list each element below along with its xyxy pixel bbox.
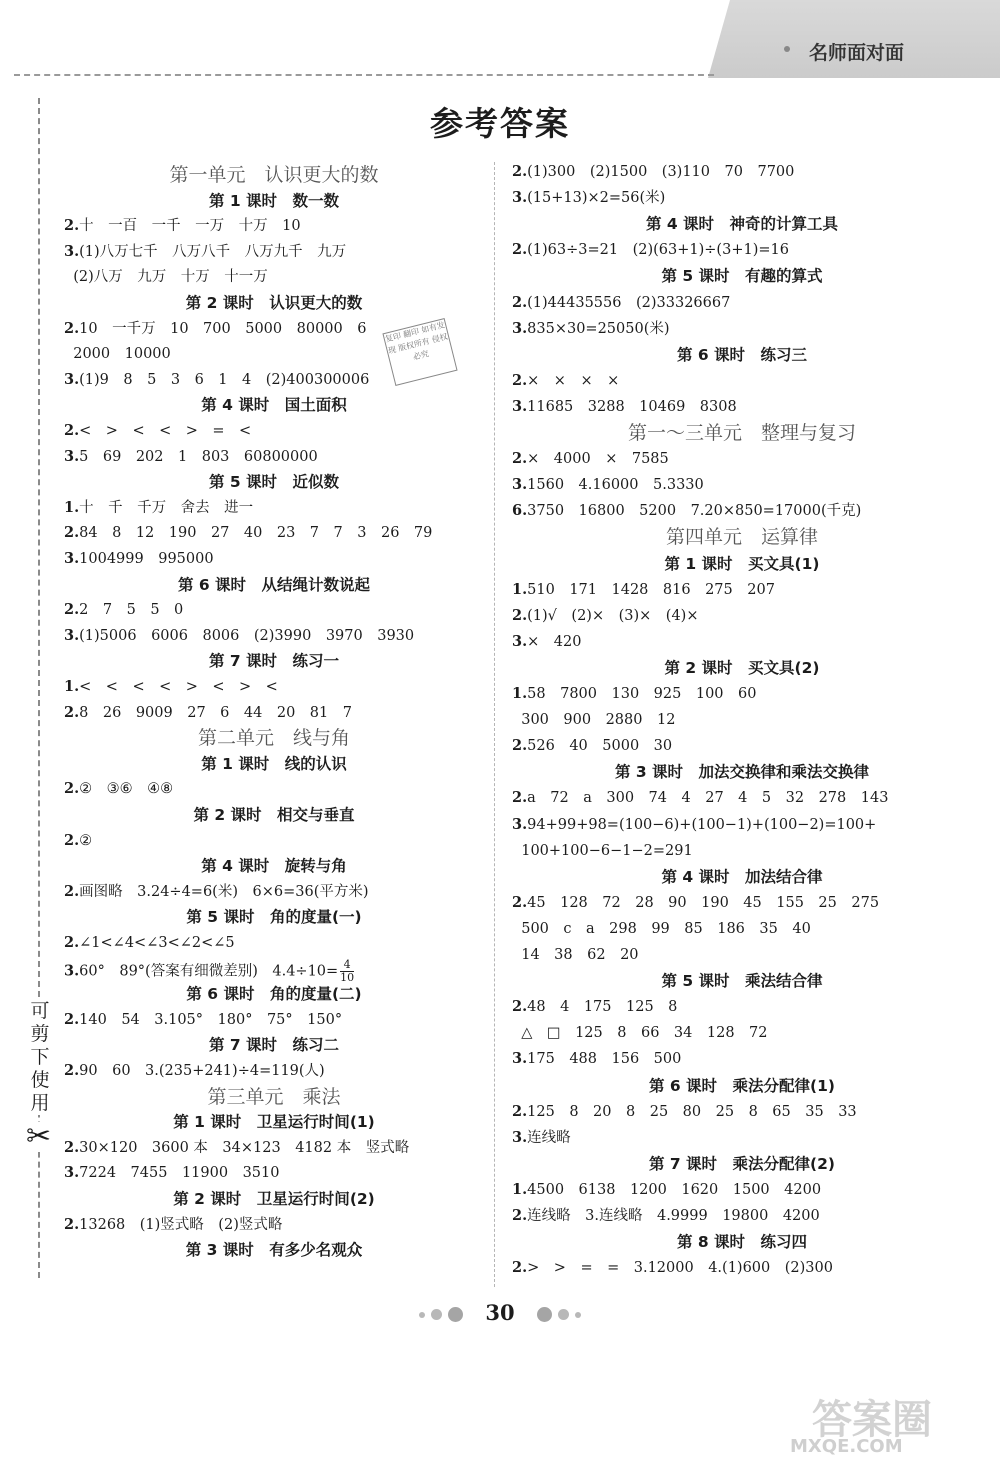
answer-line — [512, 293, 730, 313]
answer-line — [64, 370, 369, 390]
question-number: 2. — [512, 371, 528, 389]
question-number: 3. — [64, 370, 80, 388]
answer-text: 30×120 3600 本 34×123 4182 本 竖式略 — [79, 1139, 410, 1156]
lesson-heading: 第 5 课时 乘法结合律 — [661, 972, 823, 991]
answer-line — [512, 1128, 571, 1148]
lesson-heading: 第 1 课时 数一数 — [208, 191, 340, 210]
answer-text: 连线略 — [527, 1129, 571, 1146]
lesson-heading: 第 3 课时 加法交换律和乘法交换律 — [614, 763, 870, 782]
answer-line — [512, 997, 677, 1017]
answer-line — [64, 267, 268, 287]
answer-text: 5 69 202 1 803 60800000 — [79, 448, 318, 465]
lesson-heading: 第 1 课时 买文具(1) — [664, 554, 820, 573]
lesson-heading: 第 4 课时 神奇的计算工具 — [645, 215, 839, 234]
answer-text: 510 171 1428 816 275 207 — [527, 581, 775, 598]
answer-text: × 4000 × 7585 — [527, 451, 669, 468]
answer-line — [512, 1023, 768, 1043]
answer-text: (1)八万七千 八万八千 八万九千 九万 — [79, 243, 347, 260]
question-number: 1. — [512, 685, 528, 702]
question-number: 2. — [512, 1207, 528, 1224]
watermark-url: MXQE.COM — [790, 1436, 903, 1457]
question-number: 1. — [64, 678, 80, 695]
answer-line — [512, 815, 876, 835]
footer-dot-icon — [448, 1307, 463, 1322]
answer-text: 140 54 3.105° 180° 75° 150° — [79, 1011, 343, 1028]
answer-text: (2)八万 九万 十万 十一万 — [64, 269, 268, 286]
question-number: 3. — [512, 1050, 528, 1068]
answer-line — [512, 501, 861, 521]
answer-line — [64, 1061, 325, 1081]
answer-text: > > = = 3.12000 4.(1)600 (2)300 — [527, 1260, 833, 1277]
answer-text: 连线略 3.连线略 4.9999 19800 4200 — [527, 1208, 820, 1224]
answer-text: < < < < > < > < — [79, 679, 278, 695]
question-number: 2. — [64, 1138, 80, 1156]
header-brand: 名师面对面 — [808, 42, 904, 64]
question-number: 3. — [512, 397, 528, 415]
answer-text: (1)9 8 5 3 6 1 4 (2)400300006 — [79, 371, 370, 388]
answer-line — [512, 188, 665, 208]
answer-text: 2 7 5 5 0 — [79, 602, 184, 619]
answer-text: 45 128 72 28 90 190 45 155 25 275 — [527, 894, 880, 911]
lesson-heading: 第 4 课时 加法结合律 — [661, 867, 823, 886]
answer-line — [64, 421, 251, 441]
answer-line — [64, 1010, 342, 1030]
answer-line — [512, 684, 756, 704]
answer-line — [64, 1163, 279, 1183]
answer-line — [512, 475, 704, 495]
answer-text: ∠1<∠4<∠3<∠2<∠5 — [79, 935, 235, 951]
header-dashed-rule — [14, 74, 714, 76]
answer-text: (1)5006 6006 8006 (2)3990 3970 3930 — [79, 627, 415, 644]
answer-line — [512, 1102, 857, 1122]
answer-line — [512, 736, 672, 756]
lesson-heading: 第 2 课时 认识更大的数 — [185, 294, 363, 312]
lesson-heading: 第 8 课时 练习四 — [676, 1233, 808, 1252]
question-number: 3. — [64, 1164, 80, 1182]
page-title: 参考答案 — [430, 104, 570, 143]
answer-line — [64, 600, 183, 620]
answer-line — [64, 242, 346, 262]
answer-line — [512, 893, 879, 913]
stamp: 复印 翻印 如有发现 版权所有 侵权必究 — [382, 318, 457, 386]
answer-text: 4500 6138 1200 1620 1500 4200 — [527, 1181, 822, 1198]
lesson-heading: 第 6 课时 乘法分配律(1) — [648, 1076, 836, 1095]
footer-dot-icon — [431, 1309, 442, 1320]
answer-text: 1004999 995000 — [79, 551, 214, 567]
answer-line — [64, 447, 318, 467]
answer-text: a 72 a 300 74 4 27 4 5 32 278 143 — [527, 790, 889, 807]
lesson-heading: 第 1 课时 线的认识 — [201, 754, 347, 773]
lesson-heading: 第 7 课时 乘法分配律(2) — [648, 1154, 836, 1173]
answer-text: 8 26 9009 27 6 44 20 81 7 — [79, 704, 352, 721]
answer-line — [64, 779, 173, 799]
question-number: 2. — [64, 934, 80, 951]
question-number: 3. — [512, 815, 528, 833]
answer-text: (1)63÷3=21 (2)(63+1)÷(3+1)=16 — [527, 242, 789, 259]
question-number: 3. — [512, 632, 528, 650]
question-number: 3. — [512, 189, 528, 207]
lesson-heading: 第 5 课时 角的度量(一) — [186, 908, 362, 927]
answer-line — [64, 319, 366, 339]
footer-dot-icon — [537, 1307, 552, 1322]
answer-line — [64, 626, 414, 646]
question-number: 2. — [512, 450, 528, 468]
answer-text: (1)44435556 (2)33326667 — [527, 294, 731, 311]
answer-text: 100+100−6−1−2=291 — [512, 842, 693, 859]
question-number: 3. — [512, 476, 528, 494]
answer-text: 2000 10000 — [64, 346, 171, 363]
lesson-heading: 第 7 课时 练习一 — [208, 652, 340, 671]
answer-line — [512, 449, 669, 469]
answer-text: 13268 (1)竖式略 (2)竖式略 — [79, 1216, 283, 1233]
answer-text: 84 8 12 190 27 40 23 7 7 3 26 79 — [79, 525, 433, 542]
question-number: 3. — [512, 1128, 528, 1146]
answer-line — [64, 831, 92, 851]
answer-text: × 420 — [527, 633, 582, 650]
watermark-logo: 答案圈 — [812, 1397, 932, 1443]
answer-text: 48 4 175 125 8 — [527, 999, 678, 1016]
answer-line — [512, 240, 789, 260]
answer-line — [512, 319, 670, 339]
answer-text: 125 8 20 8 25 80 25 8 65 35 33 — [527, 1103, 857, 1120]
scissors-icon: ✂ — [26, 1119, 52, 1154]
question-number: 2. — [512, 606, 528, 624]
answer-text: 300 900 2880 12 — [512, 712, 676, 729]
answer-line — [512, 1180, 821, 1200]
answer-text: 175 488 156 500 — [527, 1051, 682, 1068]
answer-text: × × × × — [527, 372, 620, 389]
page-footer — [0, 1300, 1000, 1325]
question-number: 2. — [64, 217, 80, 235]
answer-text: 14 38 62 20 — [512, 947, 639, 963]
question-number: 1. — [512, 1180, 528, 1198]
answer-line — [512, 788, 888, 808]
page-number: 30 — [485, 1300, 515, 1325]
answer-text: 画图略 3.24÷4=6(米) 6×6=36(平方米) — [79, 883, 369, 900]
question-number: 2. — [64, 1215, 80, 1233]
answer-text: 7224 7455 11900 3510 — [79, 1165, 280, 1182]
answer-text: 10 一千万 10 700 5000 80000 6 — [79, 320, 367, 337]
question-number: 2. — [64, 703, 80, 721]
answer-line — [512, 606, 699, 626]
fraction — [340, 959, 354, 984]
question-number: 3. — [64, 242, 80, 260]
question-number: 2. — [512, 998, 528, 1016]
answer-line — [64, 344, 171, 364]
question-number: 2. — [512, 293, 528, 311]
unit-heading: 第三单元 乘法 — [207, 1085, 341, 1108]
cut-label: 可剪下使用 — [30, 1000, 50, 1114]
lesson-heading: 第 3 课时 有多少名观众 — [185, 1241, 363, 1260]
answer-text: 835×30=25050(米) — [527, 320, 670, 337]
question-number: 2. — [64, 1010, 80, 1028]
answer-text: △ □ 125 8 66 34 128 72 — [512, 1025, 768, 1042]
answer-text: 60° 89°(答案有细微差别) 4.4÷10= — [79, 963, 339, 980]
answer-text: (15+13)×2=56(米) — [527, 190, 666, 207]
question-number: 2. — [64, 882, 80, 900]
answer-text: 十 一百 一千 一万 十万 10 — [79, 218, 301, 235]
answer-text: 90 60 3.(235+241)÷4=119(人) — [79, 1063, 325, 1079]
question-number: 2. — [64, 422, 80, 439]
lesson-heading: 第 6 课时 从结绳计数说起 — [177, 575, 371, 594]
question-number: 2. — [64, 831, 80, 849]
question-number: 2. — [512, 1102, 528, 1120]
question-number: 1. — [512, 580, 528, 598]
lesson-heading: 第 2 课时 买文具(2) — [664, 658, 820, 677]
lesson-heading: 第 2 课时 卫星运行时间(2) — [173, 1190, 375, 1208]
column-divider — [494, 162, 495, 1287]
unit-heading: 第一单元 认识更大的数 — [169, 164, 379, 186]
answer-line — [512, 945, 639, 965]
lesson-heading: 第 6 课时 练习三 — [676, 345, 808, 364]
fraction-numerator: 4 — [343, 957, 351, 971]
question-number: 2. — [64, 1062, 80, 1079]
footer-dot-icon — [575, 1312, 581, 1318]
answer-text: 十 千 千万 舍去 进一 — [79, 499, 254, 516]
question-number: 2. — [512, 737, 528, 755]
lesson-heading: 第 1 课时 卫星运行时间(1) — [173, 1113, 375, 1132]
answer-text: (1)300 (2)1500 (3)110 70 7700 — [527, 164, 795, 180]
question-number: 6. — [512, 502, 528, 520]
question-number: 3. — [64, 626, 80, 644]
lesson-heading: 第 7 课时 练习二 — [208, 1036, 340, 1055]
answer-text: 500 c a 298 99 85 186 35 40 — [512, 920, 811, 937]
answer-line — [512, 1206, 820, 1226]
question-number: 3. — [64, 447, 80, 465]
answer-line — [512, 841, 693, 861]
question-number: 2. — [512, 893, 528, 911]
lesson-heading: 第 6 课时 角的度量(二) — [186, 985, 362, 1004]
unit-heading: 第一～三单元 整理与复习 — [627, 422, 856, 444]
question-number: 2. — [512, 789, 528, 807]
answer-line — [512, 1049, 681, 1069]
answer-line — [64, 677, 278, 697]
answer-text: 526 40 5000 30 — [527, 738, 673, 755]
answer-text: < > < < > = < — [79, 423, 252, 439]
answer-text: 11685 3288 10469 8308 — [527, 398, 737, 415]
answer-line — [64, 523, 432, 543]
answer-text: 94+99+98=(100−6)+(100−1)+(100−2)=100+ — [527, 816, 877, 833]
answer-line — [512, 919, 811, 939]
lesson-heading: 第 2 课时 相交与垂直 — [193, 806, 355, 824]
answer-line — [512, 580, 775, 600]
answer-line — [64, 703, 352, 723]
question-number: 2. — [512, 1259, 528, 1277]
question-number: 3. — [512, 319, 528, 337]
lesson-heading: 第 4 课时 旋转与角 — [201, 857, 347, 876]
footer-dot-icon — [419, 1312, 425, 1318]
answer-line — [512, 710, 675, 730]
answer-line — [64, 882, 369, 902]
answer-text: 58 7800 130 925 100 60 — [527, 686, 757, 702]
answer-line — [64, 933, 235, 953]
answer-line — [512, 1258, 833, 1278]
unit-heading: 第四单元 运算律 — [665, 526, 818, 549]
footer-dot-icon — [558, 1309, 569, 1320]
answer-line — [512, 371, 619, 391]
question-number: 1. — [64, 498, 80, 516]
lesson-heading: 第 4 课时 国土面积 — [201, 396, 347, 415]
answer-text: 3750 16800 5200 7.20×850=17000(千克) — [527, 503, 862, 520]
answer-line — [64, 959, 354, 984]
question-number: 2. — [64, 780, 80, 798]
question-number: 2. — [512, 241, 528, 259]
question-number: 2. — [64, 524, 80, 542]
answer-text: ② — [79, 832, 93, 849]
lesson-heading: 第 5 课时 近似数 — [208, 473, 340, 492]
question-number: 2. — [64, 319, 80, 337]
question-number: 2. — [64, 601, 80, 619]
question-number: 3. — [64, 550, 80, 567]
answer-text: (1)√ (2)× (3)× (4)× — [527, 607, 699, 624]
fraction-denominator: 10 — [340, 970, 355, 984]
lesson-heading: 第 5 课时 有趣的算式 — [661, 267, 823, 286]
question-number: 2. — [512, 163, 528, 180]
answer-line — [64, 498, 253, 518]
answer-line — [512, 632, 581, 652]
answer-line — [64, 1215, 282, 1235]
unit-heading: 第二单元 线与角 — [197, 727, 350, 750]
answer-text: ② ③⑥ ④⑧ — [79, 781, 174, 798]
answer-line — [64, 549, 214, 569]
answer-line — [64, 1138, 409, 1158]
answer-line — [512, 162, 794, 182]
answer-line — [512, 397, 737, 417]
answer-text: 1560 4.16000 5.3330 — [527, 477, 704, 494]
question-number: 3. — [64, 962, 80, 980]
header-bullet-icon — [784, 46, 790, 52]
answer-line — [64, 216, 301, 236]
